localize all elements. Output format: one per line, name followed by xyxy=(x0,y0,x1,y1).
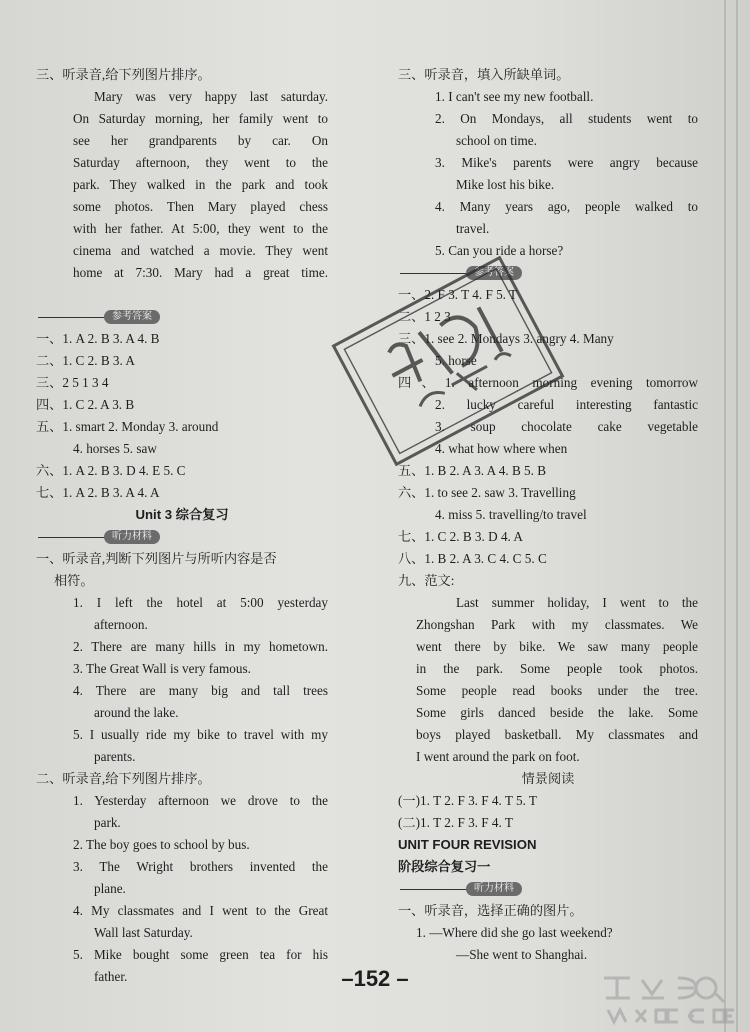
answer-line: 六、1. A 2. B 3. D 4. E 5. C xyxy=(36,463,186,478)
text-line: see her grandparents by car. On xyxy=(73,133,328,148)
essay-line: Zhongshan Park with my classmates. We xyxy=(416,617,698,632)
section-heading: 三、听录音，填入所缺单词。 xyxy=(398,67,570,82)
text-line: travel. xyxy=(456,221,490,236)
review-title: 阶段综合复习一 xyxy=(398,859,491,874)
section-heading: 九、范文: xyxy=(398,573,455,588)
answer-line: 3. soup chocolate cake vegetable xyxy=(435,419,698,434)
text-line: Saturday afternoon, they went to the xyxy=(73,155,328,170)
text-line: 3. The Great Wall is very famous. xyxy=(73,661,251,676)
text-line: father. xyxy=(94,969,128,984)
text-line xyxy=(36,284,328,306)
essay-line: I went around the park on foot. xyxy=(416,749,580,764)
text-line: On Saturday morning, her family went to xyxy=(73,111,328,126)
text-line: some photos. Then Mary played chess xyxy=(73,199,328,214)
right-column xyxy=(398,64,698,966)
page-number: –152 – xyxy=(341,966,409,991)
answer-line: 4. what how where when xyxy=(435,441,568,456)
text-line: parents. xyxy=(94,749,136,764)
tag-label: 参考答案 xyxy=(466,266,522,280)
section-heading: 一、听录音，选择正确的图片。 xyxy=(398,903,583,918)
text-line: cinema and watched a movie. They went xyxy=(73,243,328,258)
answer-key-tag xyxy=(398,262,698,284)
tag-label: 听力材料 xyxy=(104,530,160,544)
text-line: Wall last Saturday. xyxy=(94,925,193,940)
text-line: plane. xyxy=(94,881,126,896)
unit-title: UNIT FOUR REVISION xyxy=(398,837,537,852)
text-line: afternoon. xyxy=(94,617,148,632)
answer-key-tag xyxy=(36,306,328,328)
essay-line: in the park. Some people took photos. xyxy=(416,661,698,676)
answer-line: 一、2. F 3. T 4. F 5. T xyxy=(398,287,518,302)
answer-line: 三、1. see 2. Mondays 3. angry 4. Many xyxy=(398,331,614,346)
text-line: 3. The Wright brothers invented the xyxy=(73,859,328,874)
text-line: 2. There are many hills in my hometown. xyxy=(73,639,328,654)
answer-line: 七、1. A 2. B 3. A 4. A xyxy=(36,485,160,500)
text-line: school on time. xyxy=(456,133,537,148)
essay-line: Last summer holiday, I went to the xyxy=(456,595,698,610)
text-line: 5. I usually ride my bike to travel with my xyxy=(73,727,328,742)
binding-edge xyxy=(736,0,738,1032)
text-line: 1. I left the hotel at 5:00 yesterday xyxy=(73,595,328,610)
tag-label: 听力材料 xyxy=(466,882,522,896)
essay-line: boys played basketball. My classmates and xyxy=(416,727,698,742)
text-line: park. xyxy=(94,815,121,830)
listening-tag xyxy=(398,878,698,900)
tag-label: 参考答案 xyxy=(104,310,160,324)
text-line: —She went to Shanghai. xyxy=(456,947,588,962)
text-line: 1. I can't see my new football. xyxy=(435,89,594,104)
answer-line: 5. horse xyxy=(435,353,477,368)
answer-line: (一)1. T 2. F 3. F 4. T 5. T xyxy=(398,793,537,808)
answer-line: 4. horses 5. saw xyxy=(73,441,157,456)
section-heading: 二、听录音,给下列图片排序。 xyxy=(36,771,211,786)
listening-tag xyxy=(36,526,328,548)
section-heading: 三、听录音,给下列图片排序。 xyxy=(36,67,211,82)
answer-line: (二)1. T 2. F 3. F 4. T xyxy=(398,815,513,830)
answer-line: 八、1. B 2. A 3. C 4. C 5. C xyxy=(398,551,547,566)
binding-edge xyxy=(724,0,726,1032)
answer-line: 三、2 5 1 3 4 xyxy=(36,375,109,390)
answer-line: 七、1. C 2. B 3. D 4. A xyxy=(398,529,523,544)
text-line: park. They walked in the park and took xyxy=(73,177,328,192)
text-line: 2. On Mondays, all students went to xyxy=(435,111,698,126)
text-line: 4. Many years ago, people walked to xyxy=(435,199,698,214)
text-line: 3. Mike's parents were angry because xyxy=(435,155,698,170)
answer-line: 一、1. A 2. B 3. A 4. B xyxy=(36,331,160,346)
text-line: 5. Mike bought some green tea for his xyxy=(73,947,328,962)
text-line: 1. —Where did she go last weekend? xyxy=(416,925,613,940)
answer-line: 2. lucky careful interesting fantastic xyxy=(435,397,698,412)
answer-line: 二、1. C 2. B 3. A xyxy=(36,353,135,368)
answer-line: 四、1. C 2. A 3. B xyxy=(36,397,135,412)
answer-line: 四、1. afternoon morning evening tomorrow xyxy=(398,375,698,390)
text-line: 5. Can you ride a horse? xyxy=(435,243,564,258)
answer-line: 二、1 2 3 xyxy=(398,309,451,324)
answer-line: 五、1. smart 2. Monday 3. around xyxy=(36,419,219,434)
unit-title: Unit 3 综合复习 xyxy=(135,507,229,522)
essay-line: Some girls danced beside the lake. Some xyxy=(416,705,698,720)
text-line: with her father. At 5:00, they went to the xyxy=(73,221,328,236)
text-line: 2. The boy goes to school by bus. xyxy=(73,837,250,852)
essay-line: Some people read books under the tree. xyxy=(416,683,698,698)
text-line: Mary was very happy last saturday. xyxy=(94,89,328,104)
watermark-logo-icon xyxy=(594,970,744,1028)
answer-line: 五、1. B 2. A 3. A 4. B 5. B xyxy=(398,463,547,478)
section-heading: 一、听录音,判断下列图片与所听内容是否 xyxy=(36,551,277,566)
text-line: home at 7:30. Mary had a great time. xyxy=(73,265,328,280)
left-column xyxy=(36,64,328,988)
text-line: Mike lost his bike. xyxy=(456,177,555,192)
answer-line: 六、1. to see 2. saw 3. Travelling xyxy=(398,485,576,500)
text-line: 4. There are many big and tall trees xyxy=(73,683,328,698)
text-line: around the lake. xyxy=(94,705,179,720)
text-line: 4. My classmates and I went to the Great xyxy=(73,903,328,918)
text-line: 1. Yesterday afternoon we drove to the xyxy=(73,793,328,808)
text-line: 相符。 xyxy=(54,573,94,588)
essay-line: went there by bike. We saw many people xyxy=(416,639,698,654)
subsection-title: 情景阅读 xyxy=(521,771,575,786)
answer-line: 4. miss 5. travelling/to travel xyxy=(435,507,587,522)
